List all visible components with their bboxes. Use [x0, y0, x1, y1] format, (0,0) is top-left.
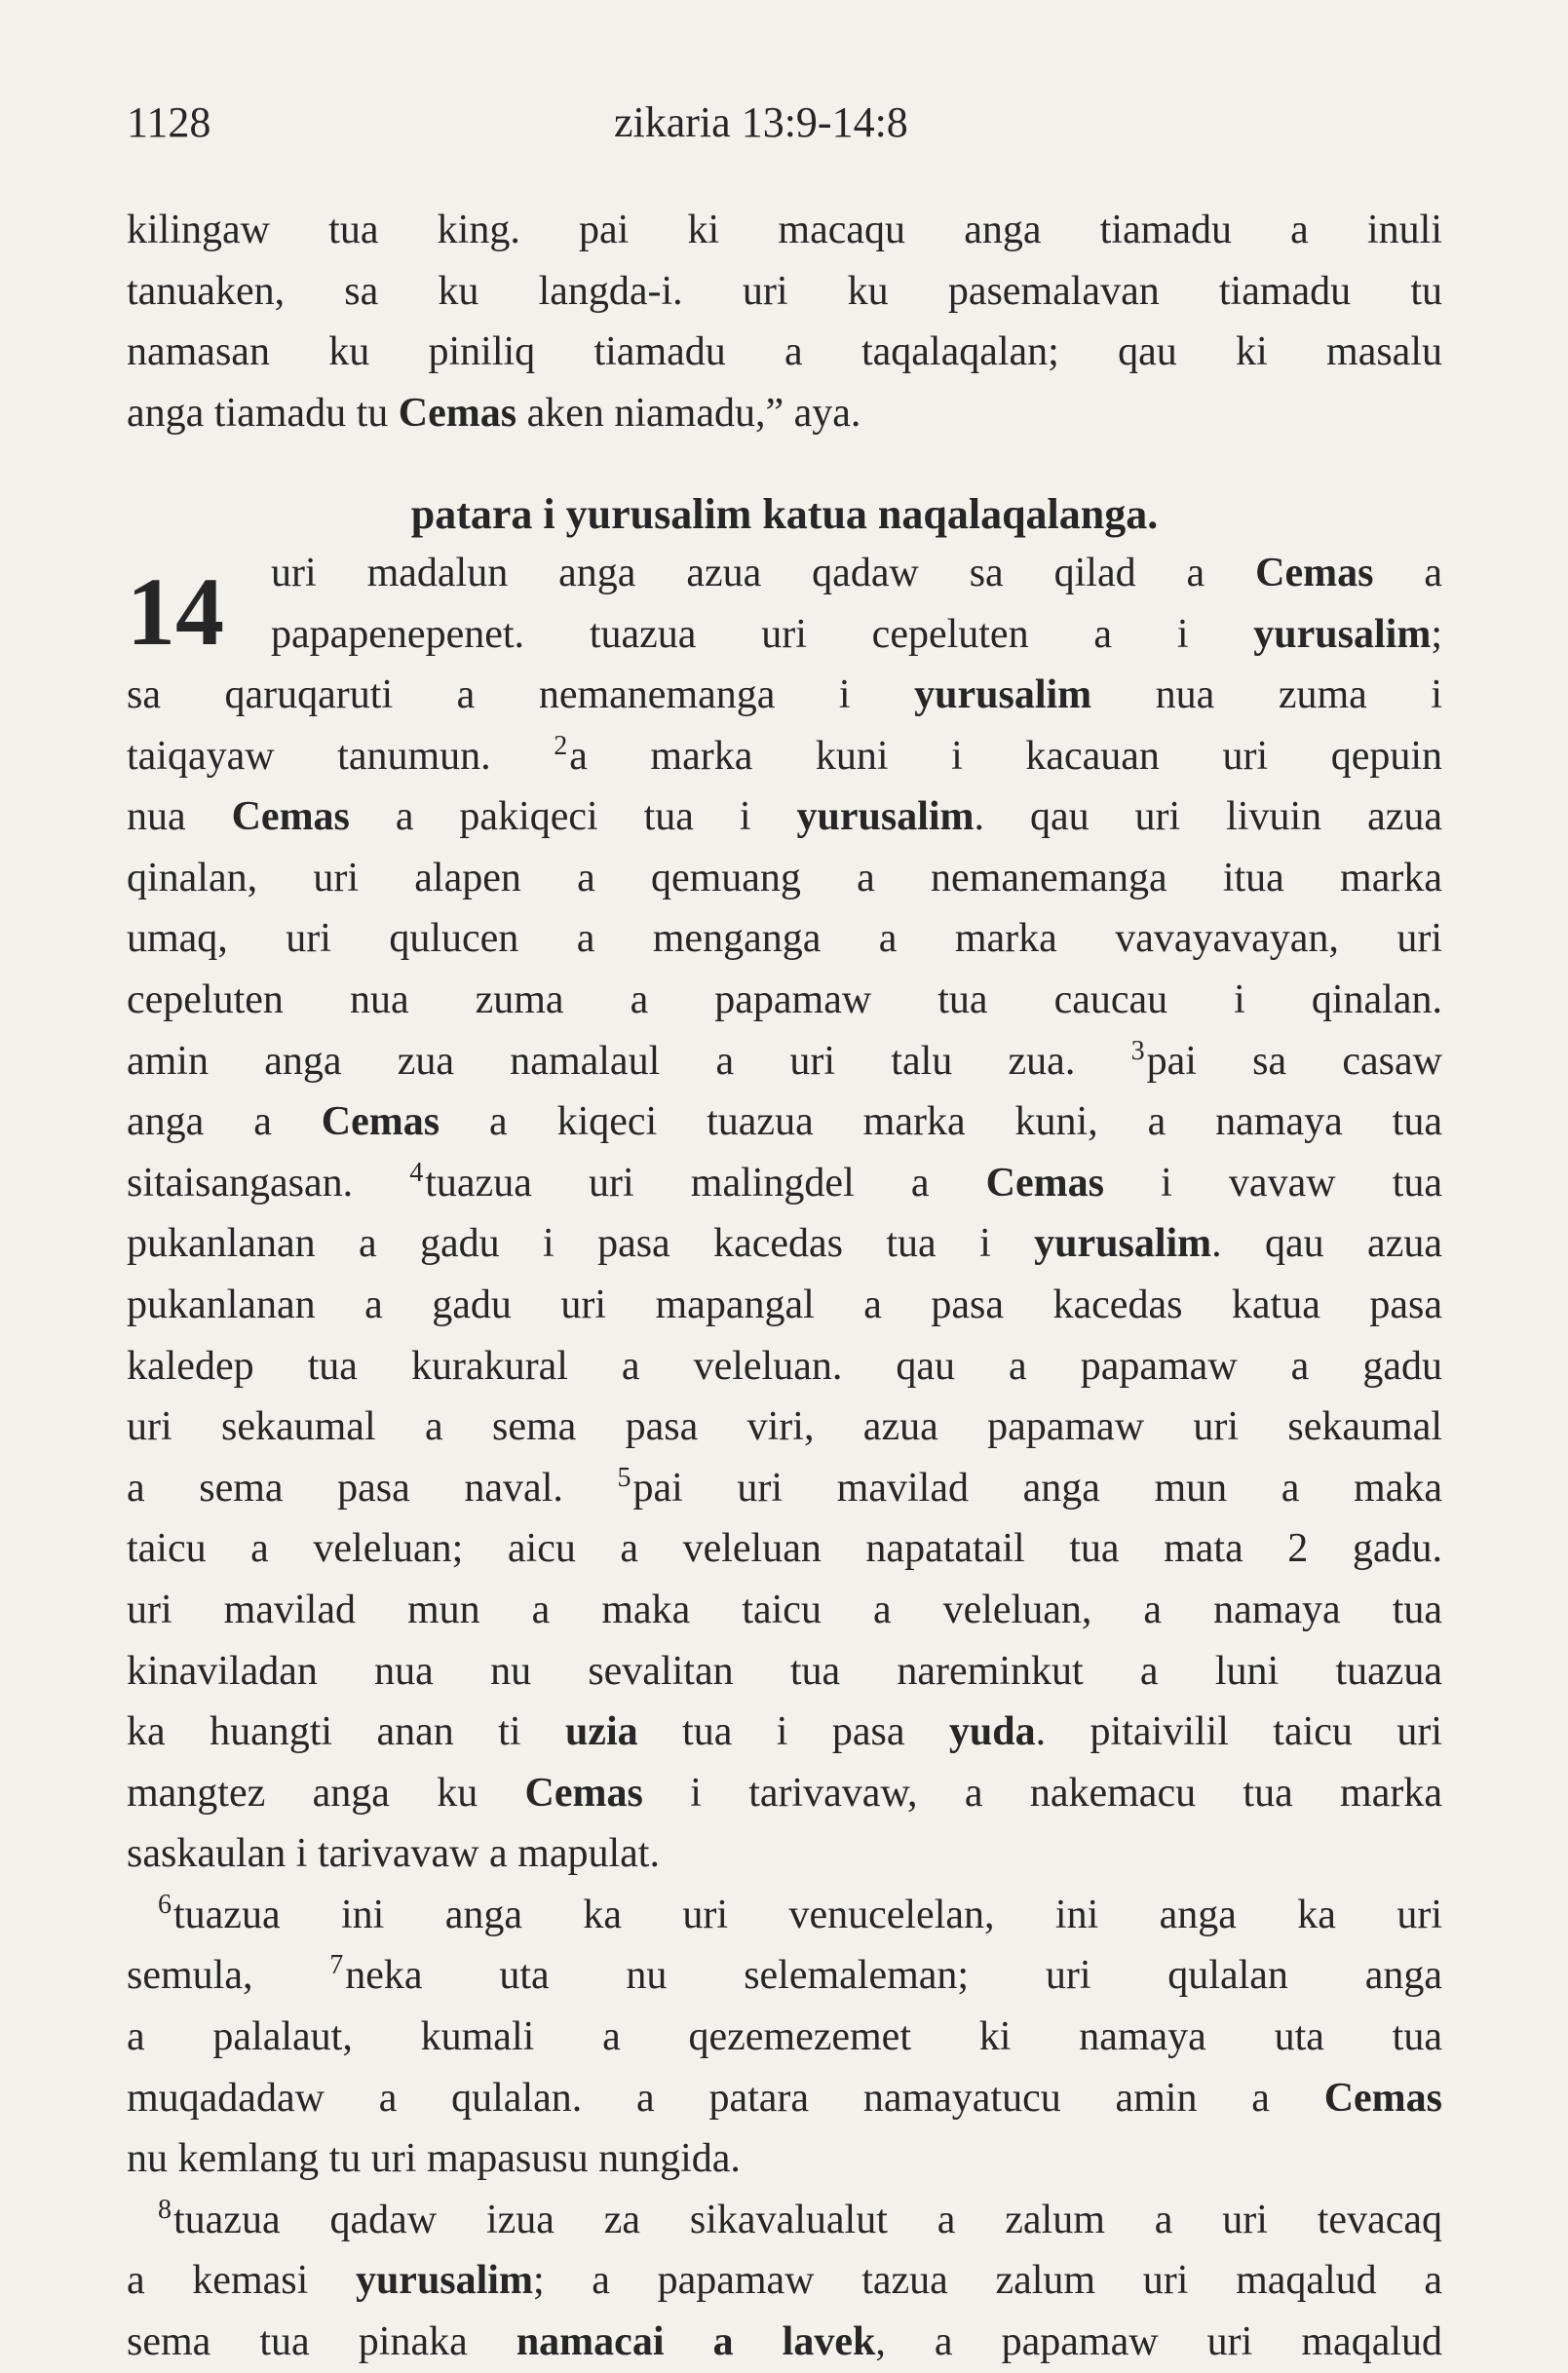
text-line: a palalaut, kumali a qezemezemet ki namaya uta tua	[127, 2014, 1442, 2060]
keyword: Cemas	[985, 1160, 1104, 1206]
text-line: pukanlanan a gadu i pasa kacedas tua i yurusalim. qau azua	[127, 1221, 1442, 1267]
keyword: Cemas	[1255, 551, 1374, 595]
text-line: taiqayaw tanumun. $^2$a marka kuni i kacauan uri qepuin	[127, 730, 1443, 779]
keyword: Cemas	[398, 390, 517, 436]
keyword: namacai a lavek	[516, 2319, 876, 2365]
page-header	[127, 97, 1442, 166]
verse-number: 5	[617, 1462, 631, 1493]
keyword: Cemas	[231, 794, 350, 840]
keyword: yurusalim	[1253, 611, 1432, 657]
text-line: anga tiamadu tu Cemas aken niamadu,” aya.	[127, 390, 861, 436]
text-line: uri mavilad mun a maka taicu a veleluan, a namaya tua	[127, 1587, 1442, 1632]
keyword: Cemas	[321, 1099, 440, 1145]
text-line: anga a Cemas a kiqeci tuazua marka kuni, a namaya tua	[127, 1099, 1442, 1145]
text-line: tanuaken, sa ku langda-i. uri ku pasemalavan tiamadu tu	[127, 268, 1442, 314]
text-line: qinalan, uri alapen a qemuang a nemanemanga itua marka	[127, 855, 1442, 900]
verse-number: 8	[158, 2194, 172, 2225]
chapter-number: 14	[127, 557, 224, 666]
keyword: Cemas	[1323, 2075, 1442, 2121]
running-title: zikaria 13:9-14:8	[614, 98, 908, 146]
verse-number: 7	[329, 1950, 344, 1981]
text-line: sitaisangasan. $^4$tuazua uri malingdel a Cemas i vavaw tua	[127, 1157, 1442, 1206]
keyword: yurusalim	[796, 794, 975, 840]
text-line: mangtez anga ku Cemas i tarivavaw, a nakemacu tua marka	[127, 1770, 1442, 1816]
text-line: namasan ku piniliq tiamadu a taqalaqalan; qau ki masalu	[127, 329, 1442, 375]
text-line: papapenepenet. tuazua uri cepeluten a i yurusalim;	[271, 611, 1442, 657]
keyword: Cemas	[524, 1770, 643, 1816]
keyword: yurusalim	[914, 672, 1092, 717]
text-line: $^8$tuazua qadaw izua za sikavalualut a zalum a uri tevacaq	[158, 2194, 1442, 2242]
keyword: uzia	[564, 1709, 638, 1755]
text-line: sema tua pinaka namacai a lavek, a papamaw uri maqalud	[127, 2319, 1443, 2365]
text-line: semula, $^7$neka uta nu selemaleman; uri qulalan anga	[127, 1950, 1442, 1999]
text-line: saskaulan i tarivavaw a mapulat.	[127, 1831, 660, 1877]
text-line: ka huangti anan ti uzia tua i pasa yuda. pitaivilil taicu uri	[127, 1709, 1442, 1755]
text-line: pukanlanan a gadu uri mapangal a pasa kacedas katua pasa	[127, 1282, 1442, 1327]
text-line: taicu a veleluan; aicu a veleluan napatatail tua mata 2 gadu.	[127, 1526, 1442, 1572]
text-line: kaledep tua kurakural a veleluan. qau a papamaw a gadu	[127, 1343, 1442, 1389]
verse-number: 6	[158, 1889, 172, 1920]
text-line: uri sekaumal a sema pasa viri, azua papamaw uri sekaumal	[127, 1404, 1442, 1450]
text-line: sa qaruqaruti a nemanemanga i yurusalim nua zuma i	[127, 672, 1443, 717]
page-number: 1128	[127, 98, 211, 146]
text-line: a kemasi yurusalim; a papamaw tazua zalum uri maqalud a	[127, 2258, 1442, 2304]
text-line: umaq, uri qulucen a menganga a marka vavayavayan, uri	[127, 916, 1442, 962]
keyword: yurusalim	[355, 2258, 533, 2304]
verse-number: 2	[554, 730, 568, 761]
text-line: kinaviladan nua nu sevalitan tua nareminkut a luni tuazua	[127, 1648, 1442, 1694]
text-line: nua Cemas a pakiqeci tua i yurusalim. qau uri livuin azua	[127, 794, 1442, 840]
text-line: nu kemlang tu uri mapasusu nungida.	[127, 2136, 741, 2182]
verse-number: 4	[409, 1157, 424, 1188]
text-line: amin anga zua namalaul a uri talu zua. $^3$pai sa casaw	[127, 1035, 1442, 1084]
verse-number: 3	[1130, 1035, 1145, 1066]
text-line: kilingaw tua king. pai ki macaqu anga tiamadu a inuli	[127, 208, 1442, 252]
text-line: $^6$tuazua ini anga ka uri venucelelan, ini anga ka uri	[158, 1889, 1442, 1937]
keyword: yurusalim	[1034, 1221, 1212, 1267]
chapter-opening-lines	[271, 543, 1442, 665]
chapter-body	[127, 665, 1442, 2373]
section-heading: patara i yurusalim katua naqalaqalanga.	[410, 490, 1159, 538]
text-line: cepeluten nua zuma a papamaw tua caucau i qinalan.	[127, 976, 1442, 1022]
text-line: uri madalun anga azua qadaw sa qilad a Cemas a	[271, 551, 1442, 595]
text-line: a sema pasa naval. $^5$pai uri mavilad anga mun a maka	[127, 1462, 1442, 1511]
keyword: yuda	[948, 1709, 1036, 1755]
text-line: muqadadaw a qulalan. a patara namayatucu amin a Cemas	[127, 2075, 1442, 2121]
intro-paragraph	[127, 200, 1442, 443]
